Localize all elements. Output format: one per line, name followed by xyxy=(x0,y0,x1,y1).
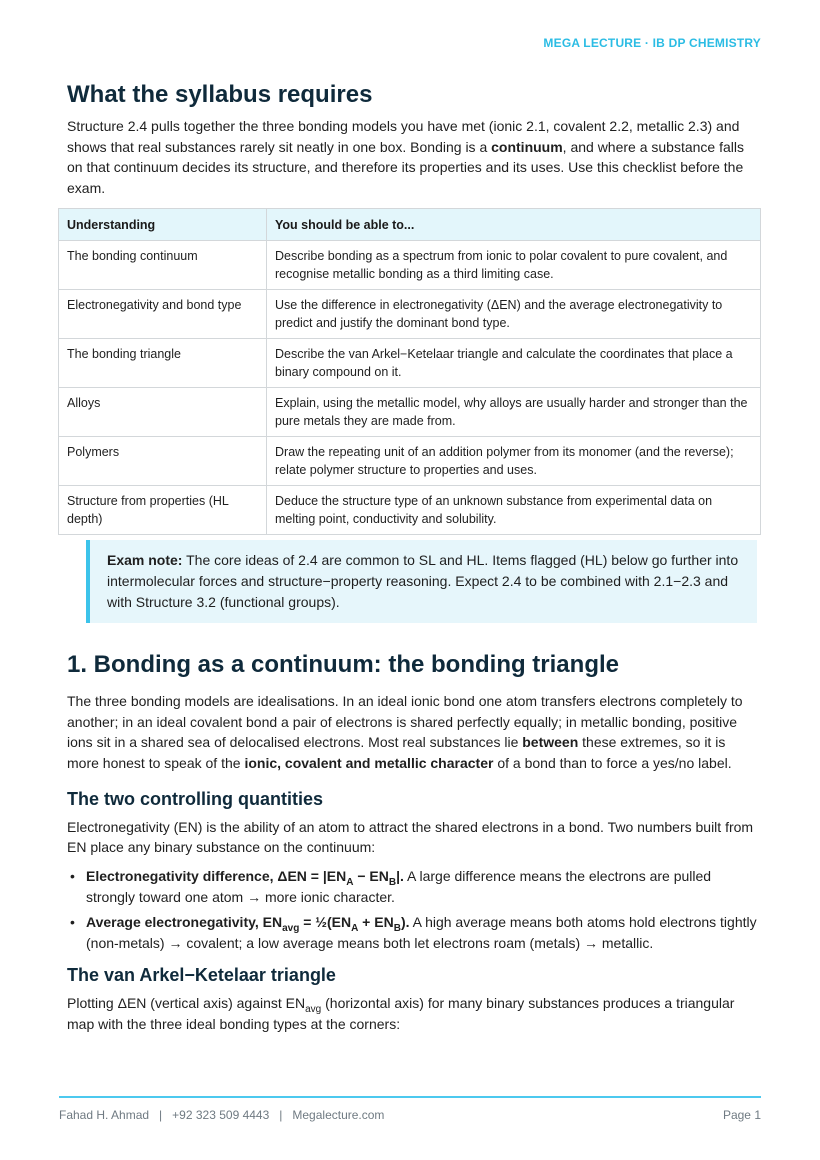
table-row xyxy=(59,240,761,289)
table-cell-understanding: Structure from properties (HL depth) xyxy=(59,485,267,534)
controlling-quantities-paragraph: Electronegativity (EN) is the ability of an atom to attract the shared electrons in a bond. Two numbers built from EN place any binary substance on the continuum: xyxy=(67,818,754,856)
table-cell-able: Draw the repeating unit of an addition polymer from its monomer (and the reverse); relate polymer structure to properties and uses. xyxy=(267,436,761,485)
table-cell-understanding: The bonding continuum xyxy=(59,240,267,289)
table-cell-understanding: The bonding triangle xyxy=(59,338,267,387)
intro-bold-term: continuum xyxy=(491,138,563,155)
table-cell-understanding: Electronegativity and bond type xyxy=(59,289,267,338)
table-cell-able: Describe bonding as a spectrum from ionic to polar covalent to pure covalent, and recognise metallic bonding as a third limiting case. xyxy=(267,240,761,289)
table-row xyxy=(59,338,761,387)
triangle-heading: The van Arkel−Ketelaar triangle xyxy=(67,965,336,986)
table-row xyxy=(59,289,761,338)
exam-note-text: The core ideas of 2.4 are common to SL and HL. Items flagged (HL) below go further into intermolecular forces and structure−property reasoning. Expect 2.4 to be combined with 2.1−2.3 and with Structure 3.2 (functional groups). xyxy=(107,551,739,610)
bullet-icon: • xyxy=(70,914,75,931)
table-row xyxy=(59,485,761,534)
table-cell-able: Describe the van Arkel−Ketelaar triangle and calculate the coordinates that place a binary compound on it. xyxy=(267,338,761,387)
footer-contact: Fahad H. Ahmad | +92 323 509 4443 | Megalecture.com xyxy=(59,1108,385,1122)
section1-title: 1. Bonding as a continuum: the bonding triangle xyxy=(67,650,619,678)
page-content xyxy=(67,80,760,1034)
table-cell-able: Use the difference in electronegativity (ΔEN) and the average electronegativity to predict and justify the dominant bond type. xyxy=(267,289,761,338)
table-cell-understanding: Polymers xyxy=(59,436,267,485)
checklist-table xyxy=(58,208,761,535)
table-row xyxy=(59,387,761,436)
table-cell-able: Explain, using the metallic model, why alloys are usually harder and stronger than the pure metals they are made from. xyxy=(267,387,761,436)
syllabus-title: What the syllabus requires xyxy=(67,81,373,108)
table-header-row xyxy=(59,208,761,240)
table-header-able: You should be able to... xyxy=(267,208,761,240)
list-item-en-difference: • Electronegativity difference, $\Delta EN = |EN_A - EN_B|$. A large difference means the electrons are pulled strongly toward one atom → more ionic character. xyxy=(70,868,712,906)
section1-paragraph: The three bonding models are idealisations. In an ideal ionic bond one atom transfers electrons completely to another; in an ideal covalent bond a pair of electrons is shared perfectly equally; in metallic bonding, positive ions sit in a shared sea of delocalised electrons. Most real substances lie between these extremes, so it is more honest to speak of the ionic, covalent and metallic character of a bond than to force a yes/no label. xyxy=(67,692,743,771)
table-cell-understanding: Alloys xyxy=(59,387,267,436)
quantities-list xyxy=(67,866,760,954)
controlling-quantities-heading: The two controlling quantities xyxy=(67,788,323,809)
bullet-icon: • xyxy=(70,868,75,885)
syllabus-intro: Structure 2.4 pulls together the three bonding models you have met (ionic 2.1, covalent 2.2, metallic 2.3) and shows that real substances rarely sit neatly in one box. Bonding is a continuum, and where a substance falls on that continuum decides its structure, and therefore its properties and its uses. Use this checklist before the exam. xyxy=(67,118,745,197)
table-row xyxy=(59,436,761,485)
footer-divider xyxy=(59,1096,761,1098)
table-cell-able: Deduce the structure type of an unknown substance from experimental data on melting point, conductivity and solubility. xyxy=(267,485,761,534)
list-item-en-average: • Average electronegativity, $EN_{avg}$ = $\frac{1}{2}(EN_A + EN_B)$. A high average means both atoms hold electrons tightly (non-metals) → covalent; a low average means both let electrons roam (metals) → metallic. xyxy=(70,914,757,952)
table-header-understanding: Understanding xyxy=(59,208,267,240)
page-number: Page 1 xyxy=(722,1108,761,1122)
triangle-paragraph: Plotting ΔEN (vertical axis) against $EN_{avg}$ (horizontal axis) for many binary substances produces a triangular map with the three ideal bonding types at the corners: xyxy=(67,995,735,1032)
exam-note xyxy=(86,540,757,623)
exam-note-label: Exam note: xyxy=(107,551,183,568)
header-tag: MEGA LECTURE · IB DP CHEMISTRY xyxy=(543,36,761,50)
